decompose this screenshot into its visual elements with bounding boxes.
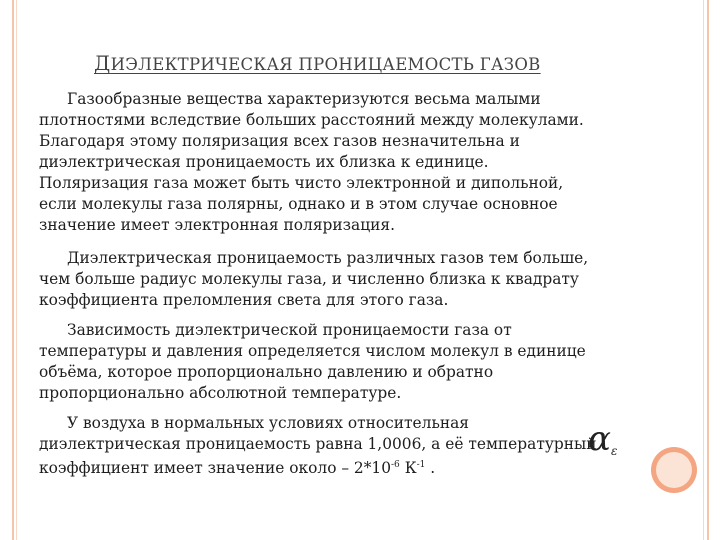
paragraph-line-with-formula [39, 455, 644, 479]
alpha-subscript: ε [611, 444, 618, 458]
left-border-inner-line [16, 0, 17, 540]
paragraph-line: диэлектрическая проницаемость равна 1,0006, а её температурный [39, 435, 597, 453]
paragraph-line: диэлектрическая проницаемость их близка к единице. [39, 153, 489, 171]
left-border-line [12, 0, 14, 540]
paragraph-line: если молекулы газа полярны, однако и в этом случае основное [39, 195, 558, 213]
decorative-circle-inner [656, 452, 692, 488]
right-border-inner-line [703, 0, 704, 540]
line-end: . [425, 459, 436, 477]
paragraph-3 [39, 320, 644, 404]
paragraph-line: значение имеет электронная поляризация. [39, 216, 395, 234]
unit-text: К [399, 459, 417, 477]
paragraph-line: Благодаря этому поляризация всех газов незначительна и [39, 132, 520, 150]
paragraph-4 [39, 413, 644, 479]
unit-exponent: -1 [416, 460, 426, 470]
decorative-circle [651, 447, 697, 493]
paragraph-line: плотностями вследствие больших расстояний между молекулами. [39, 111, 584, 129]
paragraph-line: У воздуха в нормальных условиях относительная [67, 414, 469, 432]
paragraph-1 [39, 89, 644, 236]
alpha-symbol: α [588, 419, 611, 459]
paragraph-line: Поляризация газа может быть чисто электронной и дипольной, [39, 174, 564, 192]
paragraph-line: Диэлектрическая проницаемость различных газов тем больше, [67, 249, 589, 267]
paragraph-line: температуры и давления определяется числом молекул в единице [39, 342, 586, 360]
paragraph-line: коэффициента преломления света для этого газа. [39, 291, 449, 309]
title-first-letter: Д [94, 51, 111, 75]
paragraph-2 [39, 248, 644, 311]
slide-title [94, 51, 541, 75]
right-border-line [707, 0, 709, 540]
paragraph-line: Газообразные вещества характеризуются весьма малыми [67, 90, 541, 108]
paragraph-line: Зависимость диэлектрической проницаемости газа от [67, 321, 512, 339]
exponent: -6 [391, 460, 400, 470]
coefficient-text: коэффициент имеет значение около – 2*10 [39, 459, 392, 477]
paragraph-line: пропорционально абсолютной температуре. [39, 384, 402, 402]
paragraph-line: чем больше радиус молекулы газа, и численно близка к квадрату [39, 270, 579, 288]
title-rest: ИЭЛЕКТРИЧЕСКАЯ ПРОНИЦАЕМОСТЬ ГАЗОВ [110, 55, 541, 74]
paragraph-line: объёма, которое пропорционально давлению и обратно [39, 363, 494, 381]
